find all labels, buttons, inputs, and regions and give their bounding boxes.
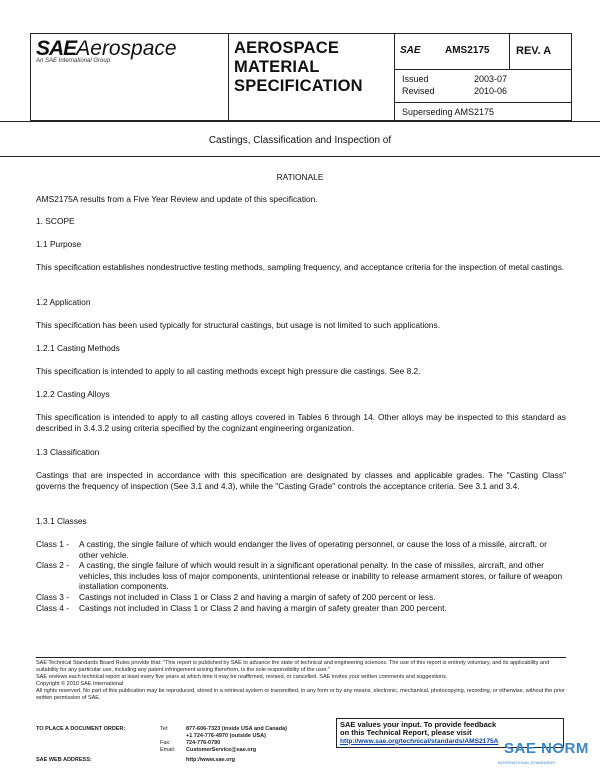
footer-rules-text: SAE Technical Standards Board Rules provide that: "This report is published by SAE to advance the state of technical and engineering sciences. The use of this report is entirely voluntary, and its applicability and suitability for any particular use, including any patent infringement arising therefrom, is the sole responsibility of the user." <box>36 660 550 673</box>
class-item <box>36 560 566 592</box>
header-hline-2 <box>394 102 572 103</box>
header-divider-2 <box>394 33 395 121</box>
title-top-rule <box>0 121 600 122</box>
feedback-line-2: on this Technical Report, please visit <box>340 728 472 738</box>
tel-label: Tel: <box>160 726 169 732</box>
revised-date: 2010-06 <box>474 86 508 96</box>
section-purpose-text: This specification establishes nondestructive testing methods, sampling frequency, and acceptance criteria for the inspection of metal castings. <box>36 262 565 272</box>
document-title: Castings, Classification and Inspection of <box>208 135 392 146</box>
sae-aerospace-logo: SAEAerospace <box>36 37 177 60</box>
class-label: Class 1 - <box>36 539 70 549</box>
order-label: TO PLACE A DOCUMENT ORDER: <box>36 726 126 732</box>
class-text: A casting, the single failure of which would result in a significant operational penalty. In the case of missiles, aircraft, and other vehicles, this includes loss of major components, unintentional release or inability to release armament stores, or failure of weapon installation components. <box>79 560 563 592</box>
footer-copyright: Copyright © 2010 SAE International <box>36 681 124 687</box>
email-label: Email: <box>160 747 176 753</box>
section-scope-heading: 1. SCOPE <box>36 216 75 226</box>
class-item <box>36 592 566 603</box>
feedback-link[interactable]: http://www.sae.org/technical/standards/AMS2175A <box>340 737 499 745</box>
class-list <box>36 539 566 613</box>
tel-number-1: 877-606-7323 (inside USA and Canada) <box>186 726 287 732</box>
logo-subtitle: An SAE International Group <box>36 58 111 64</box>
issued-label: Issued <box>402 74 429 84</box>
section-casting-alloys-text: This specification is intended to apply to all casting alloys covered in Tables 6 through 14. Other alloys may be inspected to this standard as described in 3.4.3.2 using criteria specified by the cognizant engineering organization. <box>36 412 566 433</box>
section-application-heading: 1.2 Application <box>36 297 91 307</box>
section-casting-methods-heading: 1.2.1 Casting Methods <box>36 343 120 353</box>
fax-number: 724-776-0790 <box>186 740 221 746</box>
web-label: SAE WEB ADDRESS: <box>36 757 92 763</box>
footer-rule <box>36 657 566 658</box>
document-number: AMS2175 <box>445 45 490 56</box>
footer-legal <box>36 660 566 702</box>
email-link[interactable]: CustomerService@sae.org <box>186 747 257 753</box>
superseding-note: Superseding AMS2175 <box>402 107 495 117</box>
footer-review-text: SAE reviews each technical report at least every five years at which time it may be reaffirmed, revised, or cancelled. SAE invites your written comments and suggestions. <box>36 674 448 680</box>
class-label: Class 3 - <box>36 591 70 602</box>
class-text: A casting, the single failure of which would endanger the lives of operating personnel, or cause the loss of a missile, aircraft, or other vehicle. <box>79 539 547 560</box>
section-classification-text: Castings that are inspected in accordance with this specification are designated by classes and applicable grades. The "Casting Class" governs the frequency of inspection (See 3.1 and 4.3), while the "Casting Grade" controls the acceptance criteria. See 3.1 and 3.4. <box>36 470 566 491</box>
revision-label: REV. A <box>516 45 552 57</box>
rationale-heading: RATIONALE <box>276 172 324 182</box>
section-classes-heading: 1.3.1 Classes <box>36 516 87 526</box>
watermark-subtitle: INTERNATIONAL STANDARDS <box>498 760 556 765</box>
class-text: Castings not included in Class 1 or Class 2 and having a margin of safety of 200 percent or less. <box>79 591 436 602</box>
tel-number-2: +1 724-776-4970 (outside USA) <box>186 733 266 739</box>
web-link[interactable]: http://www.sae.org <box>186 757 235 763</box>
watermark-logo: SAE NORM <box>504 740 589 757</box>
fax-label: Fax: <box>160 740 171 746</box>
class-label: Class 4 - <box>36 602 70 613</box>
section-casting-methods-text: This specification is intended to apply to all casting methods except high pressure die castings. See 8.2. <box>36 366 421 376</box>
section-application-text: This specification has been used typically for structural castings, but usage is not limited to such applications. <box>36 320 441 330</box>
rationale-text: AMS2175A results from a Five Year Review and update of this specification. <box>36 194 318 204</box>
mini-sae-logo: SAE <box>400 45 421 56</box>
issued-date: 2003-07 <box>474 74 508 84</box>
header-divider-1 <box>228 33 229 121</box>
class-label: Class 2 - <box>36 560 70 571</box>
footer-rights-text: All rights reserved. No part of this publication may be reproduced, stored in a retrieval system or transmitted, in any form or by any means, electronic, mechanical, photocopying, recording, or otherwise, without the prior written permission of SAE. <box>36 688 565 701</box>
class-item <box>36 603 566 614</box>
title-bottom-rule <box>0 156 600 157</box>
revised-label: Revised <box>402 86 435 96</box>
section-purpose-heading: 1.1 Purpose <box>36 239 82 249</box>
section-casting-alloys-heading: 1.2.2 Casting Alloys <box>36 389 110 399</box>
section-classification-heading: 1.3 Classification <box>36 447 100 457</box>
class-item <box>36 539 566 560</box>
spec-type-title: AEROSPACE MATERIAL SPECIFICATION <box>234 39 363 95</box>
header-divider-3 <box>509 33 510 69</box>
class-text: Castings not included in Class 1 or Class 2 and having a margin of safety greater than 200 percent. <box>79 602 447 613</box>
feedback-line-1: SAE values your input. To provide feedback <box>340 720 497 729</box>
header-hline-1 <box>394 69 572 70</box>
